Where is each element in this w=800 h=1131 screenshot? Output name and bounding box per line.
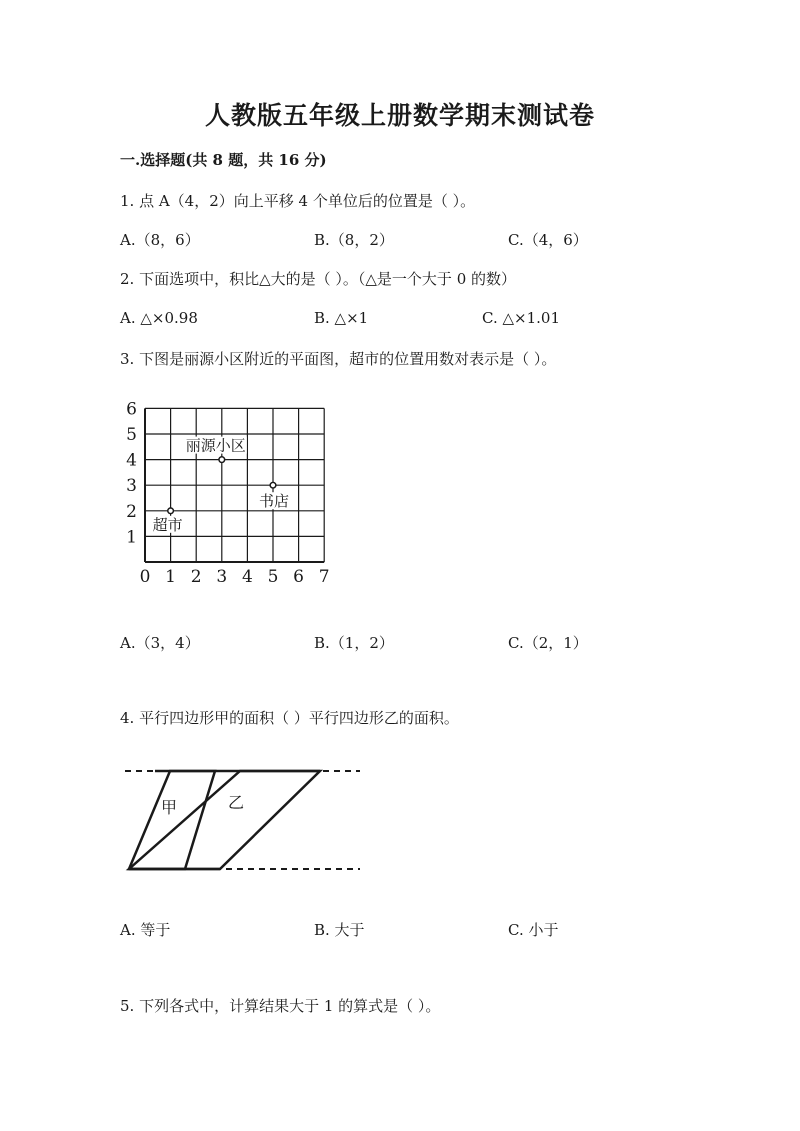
y-tick-label: 3 — [126, 476, 137, 497]
parallelogram-a-label: 甲 — [161, 798, 178, 817]
x-tick-label: 0 — [139, 567, 151, 587]
section-heading: 一.选择题(共 8 题，共 16 分) — [120, 151, 327, 169]
x-tick-label: 7 — [318, 567, 330, 587]
question-2-stem: 2. 下面选项中，积比△大的是（ ）。（△是一个大于 0 的数） — [120, 270, 517, 288]
question-1-option-c[interactable]: C.（4，6） — [508, 231, 588, 249]
question-3-stem: 3. 下图是丽源小区附近的平面图，超市的位置用数对表示是（ ）。 — [120, 350, 557, 368]
x-tick-label: 1 — [165, 567, 177, 587]
question-2-option-c[interactable]: C. △×1.01 — [482, 309, 560, 327]
x-tick-label: 2 — [190, 567, 202, 587]
parallelogram-a — [129, 771, 215, 869]
bookstore-label: 书店 — [259, 492, 290, 511]
location-grid-map — [110, 396, 350, 596]
question-4-option-b[interactable]: B. 大于 — [314, 921, 365, 939]
question-3-option-b[interactable]: B.（1，2） — [314, 634, 394, 652]
bookstore-marker — [270, 482, 276, 488]
question-4-option-a[interactable]: A. 等于 — [120, 921, 171, 939]
page-title: 人教版五年级上册数学期末测试卷 — [204, 101, 595, 130]
question-5-stem: 5. 下列各式中，计算结果大于 1 的算式是（ ）。 — [120, 997, 441, 1015]
y-tick-label: 6 — [126, 399, 137, 420]
y-tick-label: 4 — [126, 450, 137, 471]
supermarket-marker — [168, 508, 174, 514]
question-2-option-b[interactable]: B. △×1 — [314, 309, 369, 327]
community-label: 丽源小区 — [185, 436, 246, 455]
supermarket-label: 超市 — [152, 515, 183, 534]
y-tick-label: 5 — [126, 425, 137, 445]
x-tick-label: 4 — [241, 567, 253, 587]
question-3-option-a[interactable]: A.（3，4） — [120, 634, 200, 652]
question-1-option-a[interactable]: A.（8，6） — [120, 231, 200, 249]
y-tick-label: 2 — [126, 501, 137, 522]
parallelogram-figure — [115, 755, 365, 880]
question-3-option-c[interactable]: C.（2，1） — [508, 634, 588, 652]
parallelogram-b-label: 乙 — [228, 793, 245, 812]
x-tick-label: 6 — [293, 567, 305, 587]
question-4-option-c[interactable]: C. 小于 — [508, 921, 559, 939]
question-2-option-a[interactable]: A. △×0.98 — [120, 309, 198, 327]
question-4-stem: 4. 平行四边形甲的面积（ ）平行四边形乙的面积。 — [120, 709, 459, 727]
question-1-option-b[interactable]: B.（8，2） — [314, 231, 394, 249]
x-tick-label: 3 — [216, 567, 228, 587]
parallelogram-b — [129, 771, 320, 869]
community-marker — [219, 457, 225, 463]
y-tick-label: 1 — [126, 527, 137, 548]
question-1-stem: 1. 点 A（4，2）向上平移 4 个单位后的位置是（ ）。 — [120, 192, 476, 210]
x-tick-label: 5 — [267, 567, 279, 587]
